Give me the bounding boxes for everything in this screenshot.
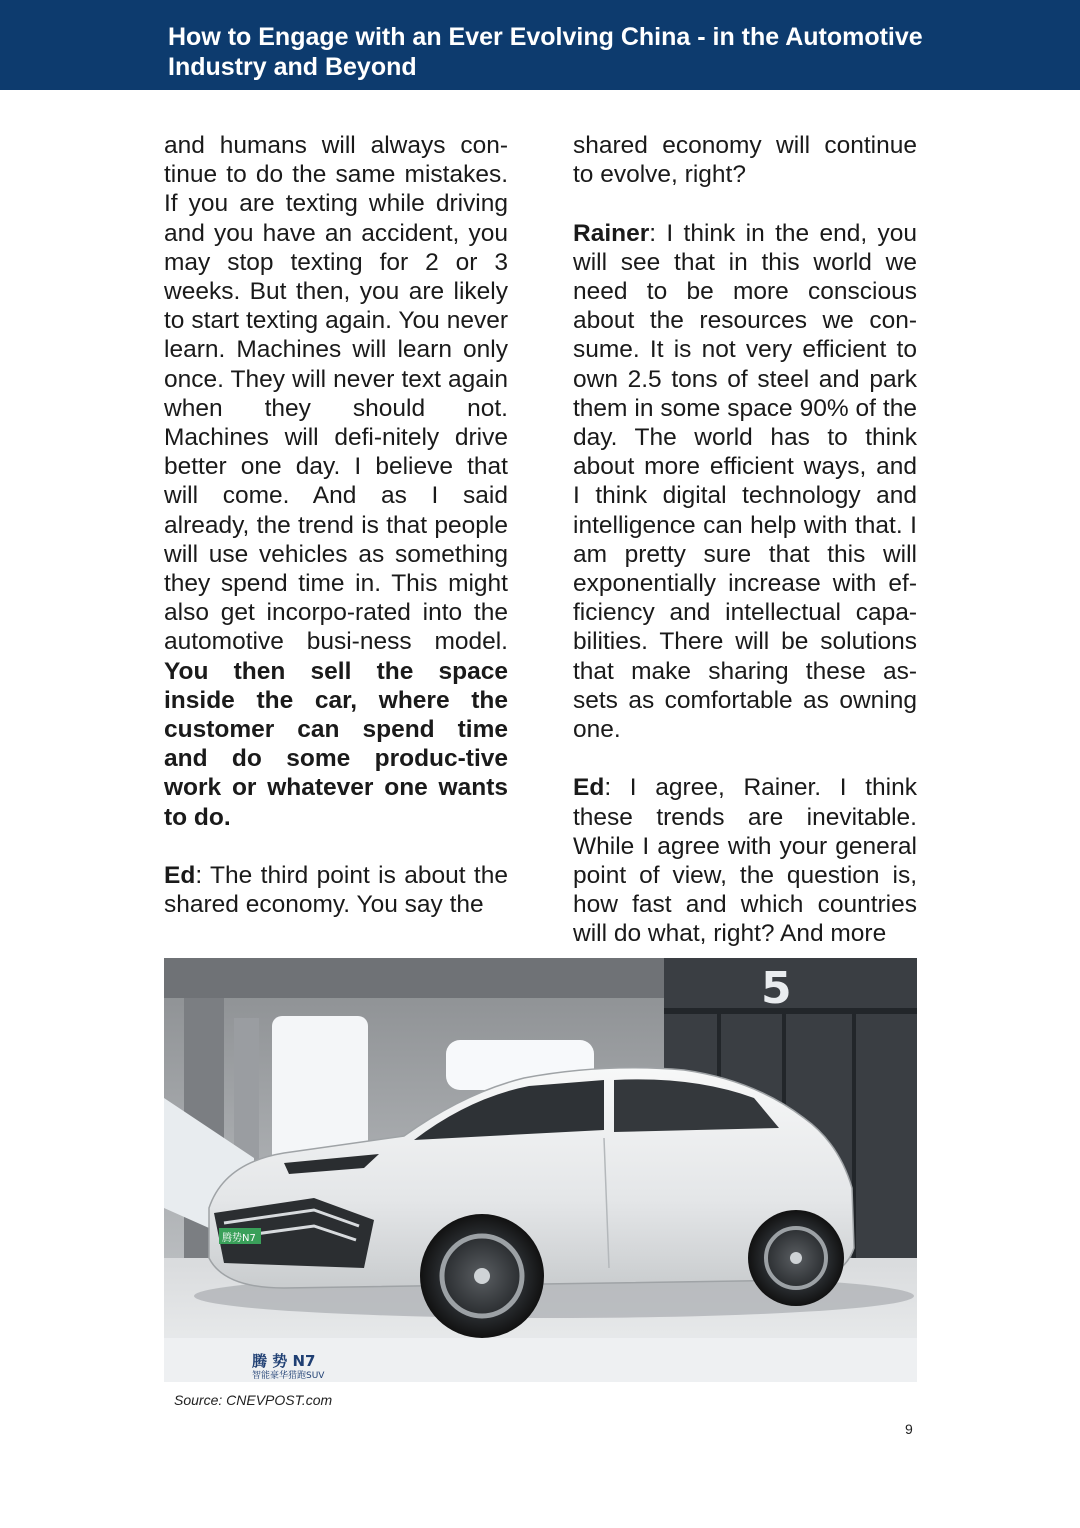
right-column [573, 131, 917, 949]
page-number: 9 [905, 1421, 913, 1437]
car-photo [164, 958, 917, 1382]
speaker-ed: Ed [164, 862, 196, 890]
signage-number: 5 [761, 963, 792, 1014]
left-column [164, 131, 508, 919]
header-title: How to Engage with an Ever Evolving China - in the Automotive Industry and Beyond [168, 23, 923, 81]
left-p1-bold-text: You then sell the space inside the car, where the customer can spend time and do some produc-tive work or whatever one wants to do. [164, 657, 508, 831]
svg-text:腾势N7: 腾势N7 [222, 1233, 256, 1244]
right-p2-text: : I think in the end, you will see that in this world we need to be more conscious about the resources we con-sume. It is not very efficient to own 2.5 tons of steel and park them in some space 90% of the day. The world has to think about more efficient ways, and I think digital technology and intelligence can help with that. I am pretty sure that this will exponentially increase with ef-ficiency and intellectual capa-bilities. There will be solutions that make sharing these as-sets as comfortable as owning one. [573, 219, 917, 744]
right-p3-text: : I agree, Rainer. I think these trends are inevitable. While I agree with your general point of view, the question is, how fast and which countries will do what, right? And more [573, 774, 917, 948]
banner-line-2: 智能豪华猎跑SUV [252, 1371, 325, 1381]
car-photo-illustration [164, 958, 917, 1382]
page-header [0, 0, 1080, 90]
right-paragraph-2 [573, 219, 917, 745]
speaker-rainer: Rainer [573, 219, 650, 247]
left-paragraph-1 [164, 131, 508, 832]
left-paragraph-2 [164, 861, 508, 919]
speaker-ed: Ed [573, 774, 605, 802]
right-paragraph-1: shared economy will continue to evolve, right? [573, 132, 917, 189]
right-paragraph-3 [573, 773, 917, 948]
image-caption: Source: CNEVPOST.com [174, 1392, 333, 1408]
banner-line-1: 腾 势 N7 [252, 1352, 316, 1370]
left-p2-text: : The third point is about the shared economy. You say the [164, 862, 508, 919]
left-p1-text: and humans will always con-tinue to do the same mistakes. If you are texting while driving and you have an accident, you may stop texting for 2 or 3 weeks. But then, you are likely to start texting again. You never learn. Machines will learn only once. They will never text again when they should not. Machines will defi-nitely drive better one day. I believe that will come. And as I said already, the trend is that people will use vehicles as something they spend time in. This might also get incorpo-rated into the automotive busi-ness model. [164, 132, 508, 656]
